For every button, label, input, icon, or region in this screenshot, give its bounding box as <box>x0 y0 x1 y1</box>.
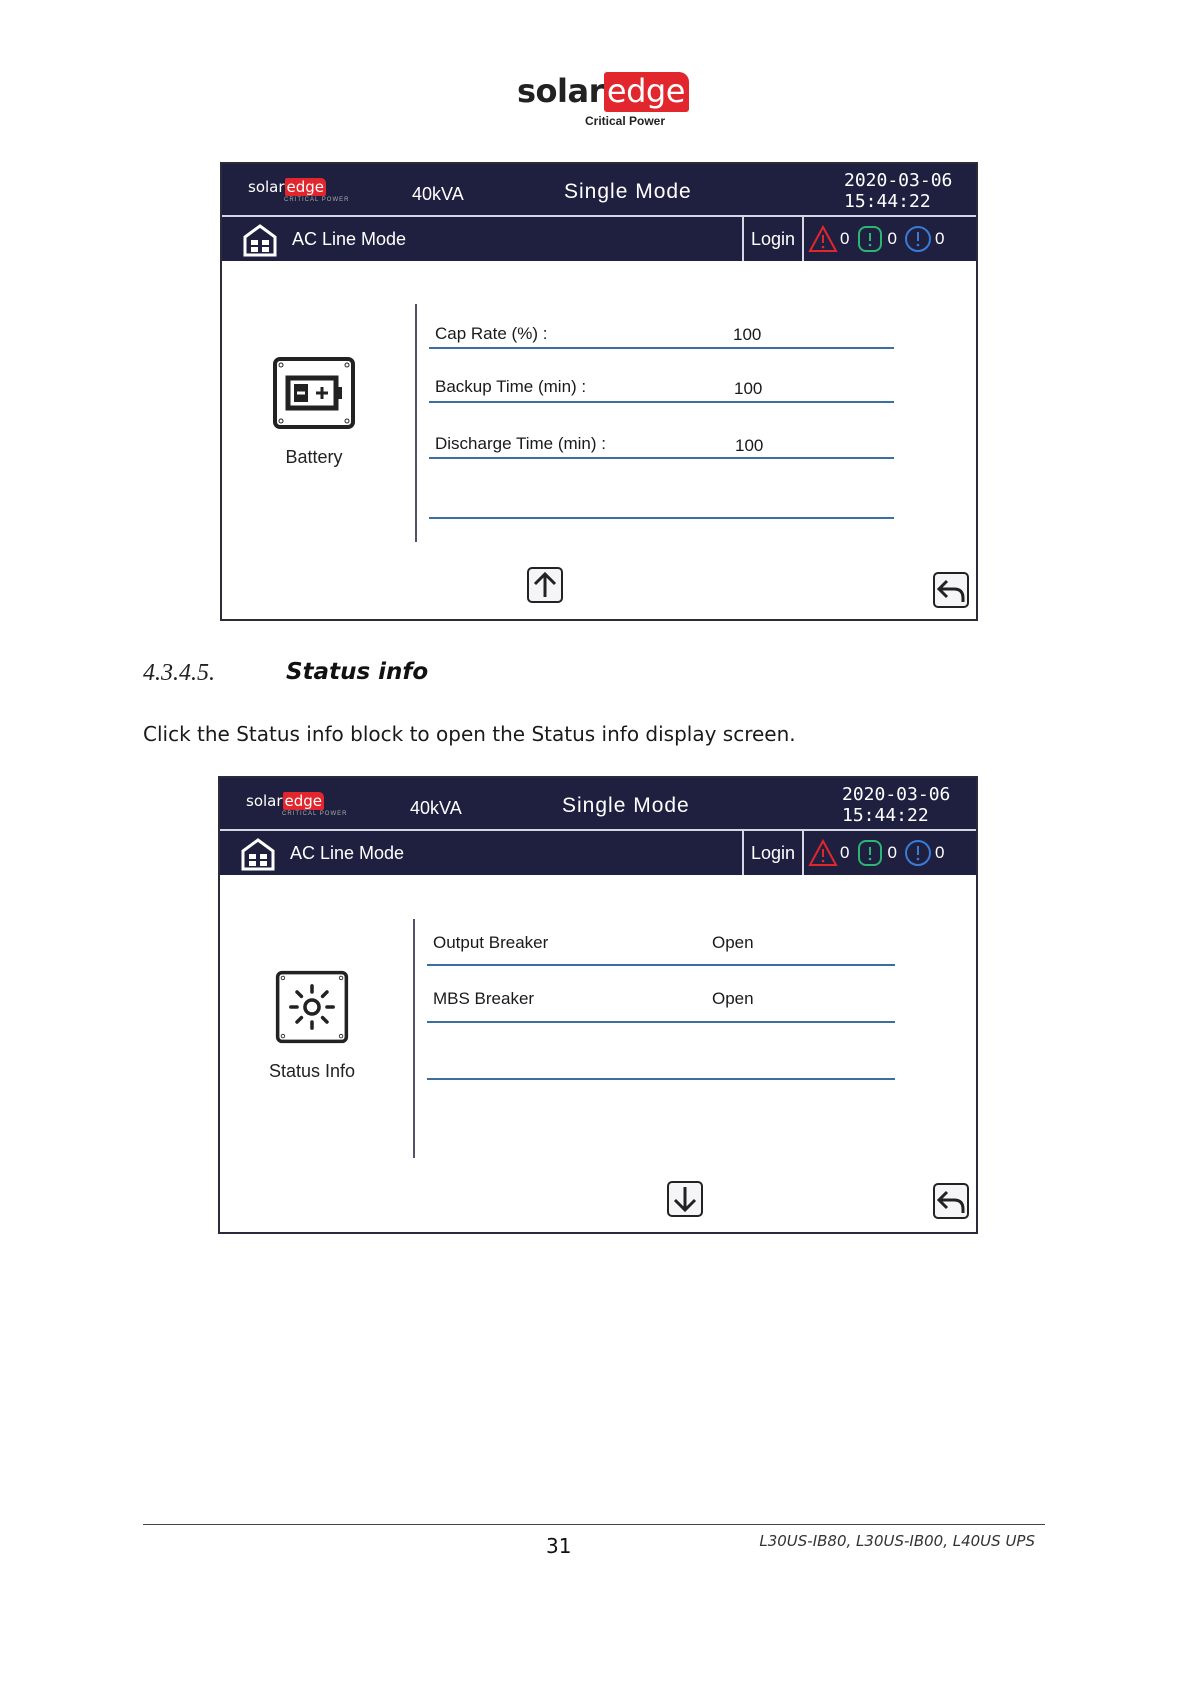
warning-count: 0 <box>840 843 850 862</box>
notice-rounded-icon <box>855 838 885 868</box>
solaredge-logo <box>517 74 687 134</box>
logo-solar-text: solar <box>517 72 604 110</box>
discharge-time-value: 100 <box>735 436 764 455</box>
row-separator <box>429 401 894 403</box>
row-separator <box>429 457 894 459</box>
status-info-label: Status Info <box>268 1061 356 1081</box>
warning-triangle-icon <box>808 224 838 254</box>
section-title: Status info <box>286 659 429 685</box>
footer-divider <box>143 1524 1045 1525</box>
body-paragraph: Click the Status info block to open the Status info display screen. <box>143 722 796 746</box>
datetime: 2020-03-06 15:44:22 <box>842 784 951 826</box>
warning-alert[interactable] <box>808 224 849 254</box>
info-alert[interactable] <box>903 224 944 254</box>
screen-status-bar <box>220 831 976 875</box>
warning-count: 0 <box>840 229 850 248</box>
screen-top-bar <box>220 778 976 831</box>
screen-top-bar <box>222 164 976 217</box>
info-alert[interactable] <box>903 838 944 868</box>
power-rating: 40kVA <box>410 798 462 818</box>
info-circle-icon <box>903 838 933 868</box>
cap-rate-label: Cap Rate (%) : <box>435 324 548 343</box>
info-circle-icon <box>903 224 933 254</box>
battery-label: Battery <box>285 447 343 467</box>
row-separator <box>429 517 894 519</box>
screen-logo-subtitle: CRITICAL POWER <box>284 197 350 203</box>
panel-divider <box>415 304 417 542</box>
line-mode-label: AC Line Mode <box>290 843 405 863</box>
logo-subtitle: Critical Power <box>585 114 666 128</box>
home-icon <box>242 223 278 257</box>
notice-alert[interactable] <box>855 224 896 254</box>
notice-count: 0 <box>887 229 897 248</box>
login-button[interactable]: Login <box>742 831 804 875</box>
screen-logo-subtitle: CRITICAL POWER <box>282 811 348 817</box>
arrow-down-icon[interactable] <box>666 1180 704 1218</box>
page-number: 31 <box>546 1534 572 1558</box>
cap-rate-value: 100 <box>733 325 762 344</box>
discharge-time-label: Discharge Time (min) : <box>435 434 606 453</box>
warning-triangle-icon <box>808 838 838 868</box>
backup-time-label: Backup Time (min) : <box>435 377 587 396</box>
battery-icon[interactable] <box>272 356 356 430</box>
operating-mode: Single Mode <box>562 794 690 817</box>
ups-screen-battery <box>220 162 978 621</box>
panel-divider <box>413 919 415 1158</box>
alert-counters <box>808 224 950 254</box>
mbs-breaker-value: Open <box>712 989 754 1008</box>
warning-alert[interactable] <box>808 838 849 868</box>
screen-logo: solar edge <box>246 792 323 810</box>
operating-mode: Single Mode <box>564 180 692 203</box>
line-mode-label: AC Line Mode <box>292 229 407 249</box>
screen-status-bar <box>222 217 976 261</box>
row-separator <box>427 1021 895 1023</box>
datetime: 2020-03-06 15:44:22 <box>844 170 953 212</box>
login-button[interactable]: Login <box>742 217 804 261</box>
ups-screen-status-info <box>218 776 978 1234</box>
arrow-up-icon[interactable] <box>526 566 564 604</box>
row-separator <box>427 1078 895 1080</box>
footer-model-list: L30US-IB80, L30US-IB00, L40US UPS <box>759 1532 1035 1550</box>
status-sun-icon[interactable] <box>270 970 354 1044</box>
output-breaker-label: Output Breaker <box>433 933 549 952</box>
back-arrow-icon[interactable] <box>932 571 970 609</box>
info-count: 0 <box>934 229 945 248</box>
back-arrow-icon[interactable] <box>932 1182 970 1220</box>
row-separator <box>429 347 894 349</box>
alert-counters <box>808 838 950 868</box>
notice-alert[interactable] <box>855 838 896 868</box>
screen-logo: solar edge <box>248 178 325 196</box>
home-icon <box>240 837 276 871</box>
section-number: 4.3.4.5. <box>143 660 215 686</box>
mbs-breaker-label: MBS Breaker <box>433 989 535 1008</box>
backup-time-value: 100 <box>734 379 763 398</box>
notice-rounded-icon <box>855 224 885 254</box>
notice-count: 0 <box>887 843 897 862</box>
info-count: 0 <box>934 843 945 862</box>
output-breaker-value: Open <box>712 933 754 952</box>
logo-edge-text: edge <box>604 72 689 112</box>
row-separator <box>427 964 895 966</box>
power-rating: 40kVA <box>412 184 464 204</box>
